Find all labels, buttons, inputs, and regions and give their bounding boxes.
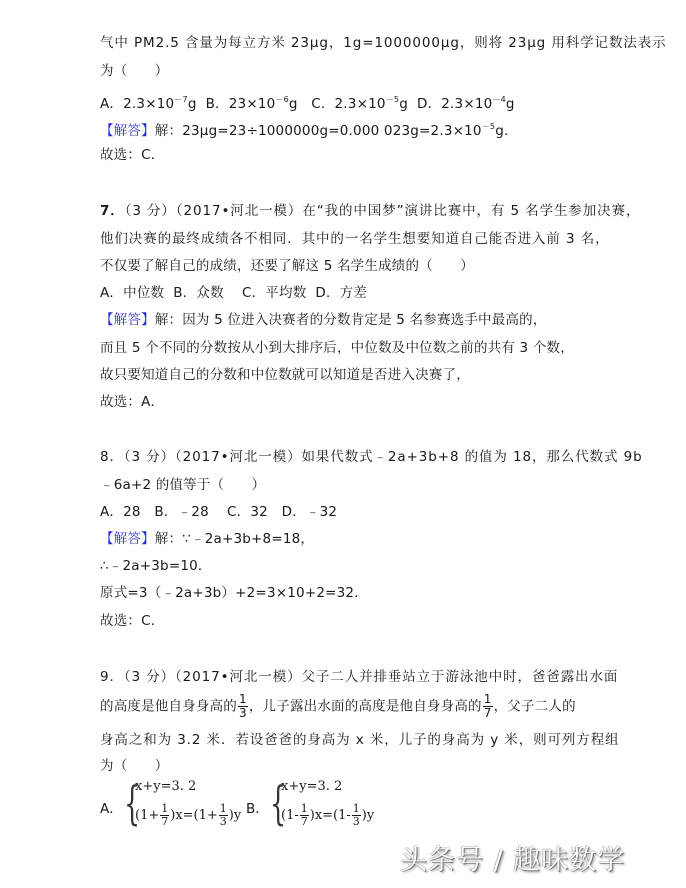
left-brace-icon: {	[124, 776, 141, 830]
q6-answer: 【解答】解：23μg=23÷1000000g=0.000 $023g=2.3\times 10^{-5}g$．	[100, 122, 518, 139]
q6-choice: 故选：C．	[100, 147, 165, 163]
q9-stem-line-4: 为（ ）	[100, 758, 169, 774]
fraction-one-third: $\frac{1}{3}$	[239, 692, 247, 720]
q7-stem-line-2: 他们决赛的最终成绩各不相同．其中的一名学生想要知道自己能否进入前 3 名，	[100, 231, 610, 247]
q6-stem-line-2: 为（ ）	[100, 63, 169, 79]
q7-stem-line-1: 7．（3 分）（2017•河北一模）在“我的中国梦”演讲比赛中，有 5 名学生参加决赛，	[100, 203, 641, 219]
q6-option-b: B．$23\times 10^{-6}g$	[205, 95, 298, 112]
q8-stem-line-1: 8．（3 分）（2017•河北一模）如果代数式﹣2a+3b+8 的值为 18，那么代数式 9b	[100, 449, 643, 465]
q8-answer-line-2: ∴﹣2a+3b=10．	[100, 558, 212, 574]
q9-stem-line-2: 的高度是他自身身高的 $\frac{1}{3}$ ，儿子露出水面的高度是他自身身高的 $\frac{1}{7}$ ，父子二人的	[100, 692, 576, 720]
q7-answer-line-1: 【解答】解：因为 5 位进入决赛者的分数肯定是 5 名参赛选手中最高的，	[100, 312, 547, 328]
q7-number: 7．	[100, 203, 125, 219]
watermark: 头条号 / 趣味数学	[400, 845, 626, 876]
q8-choice: 故选：C．	[100, 613, 165, 629]
q9-stem-line-3: 身高之和为 3.2 米．若设爸爸的身高为 x 米，儿子的身高为 y 米，则可列方程组	[100, 732, 620, 748]
answer-tag: 【解答】	[100, 123, 155, 139]
q7-meta: （3 分）（2017•河北一模）	[124, 203, 303, 219]
q8-answer-line-1: 【解答】解：∵﹣2a+3b+8=18，	[100, 531, 315, 547]
q8-number: 8．	[100, 449, 124, 465]
q6-options	[100, 90, 515, 114]
q9-stem-line-1: 9．（3 分）（2017•河北一模）父子二人并排垂站立于游泳池中时，爸爸露出水面	[100, 669, 619, 685]
q7-choice: 故选：A．	[100, 394, 165, 410]
fraction-one-seventh: $\frac{1}{7}$	[483, 692, 492, 720]
q6-stem-line-1: 气中 PM2.5 含量为每立方米 23μg，1g=1000000μg，则将 23μg 用科学记数法表示	[100, 35, 667, 51]
q8-stem-line-2: ﹣6a+2 的值等于（ ）	[100, 477, 266, 493]
q8-options: A．28 B．﹣28 C．32 D．﹣32	[100, 504, 338, 520]
q8-meta: （3 分）（2017•河北一模）	[123, 449, 302, 465]
answer-tag: 【解答】	[100, 312, 155, 328]
q7-stem-line-3: 不仅要了解自己的成绩，还要了解这 5 名学生成绩的（ ）	[100, 258, 474, 274]
q9-number: 9．	[100, 669, 124, 685]
q7-answer-line-3: 故只要知道自己的分数和中位数就可以知道是否进入决赛了，	[100, 367, 470, 383]
q7-answer-line-2: 而且 5 个不同的分数按从小到大排序后，中位数及中位数之前的共有 3 个数，	[100, 340, 574, 356]
q9-meta: （3 分）（2017•河北一模）	[123, 669, 302, 685]
q6-option-a: A．$2.3\times 10^{-7}g$	[100, 95, 197, 112]
q7-options: A．中位数 B．众数 C．平均数 D．方差	[100, 285, 368, 301]
answer-tag: 【解答】	[100, 531, 155, 547]
q8-answer-line-3: 原式=3（﹣2a+3b）+2=3×10+2=32．	[100, 585, 368, 601]
left-brace-icon: {	[270, 776, 287, 830]
q6-option-d: D．$2.3\times 10^{-4}g$	[416, 95, 515, 112]
q6-option-c: C．$2.3\times 10^{-5}g$	[311, 95, 408, 112]
